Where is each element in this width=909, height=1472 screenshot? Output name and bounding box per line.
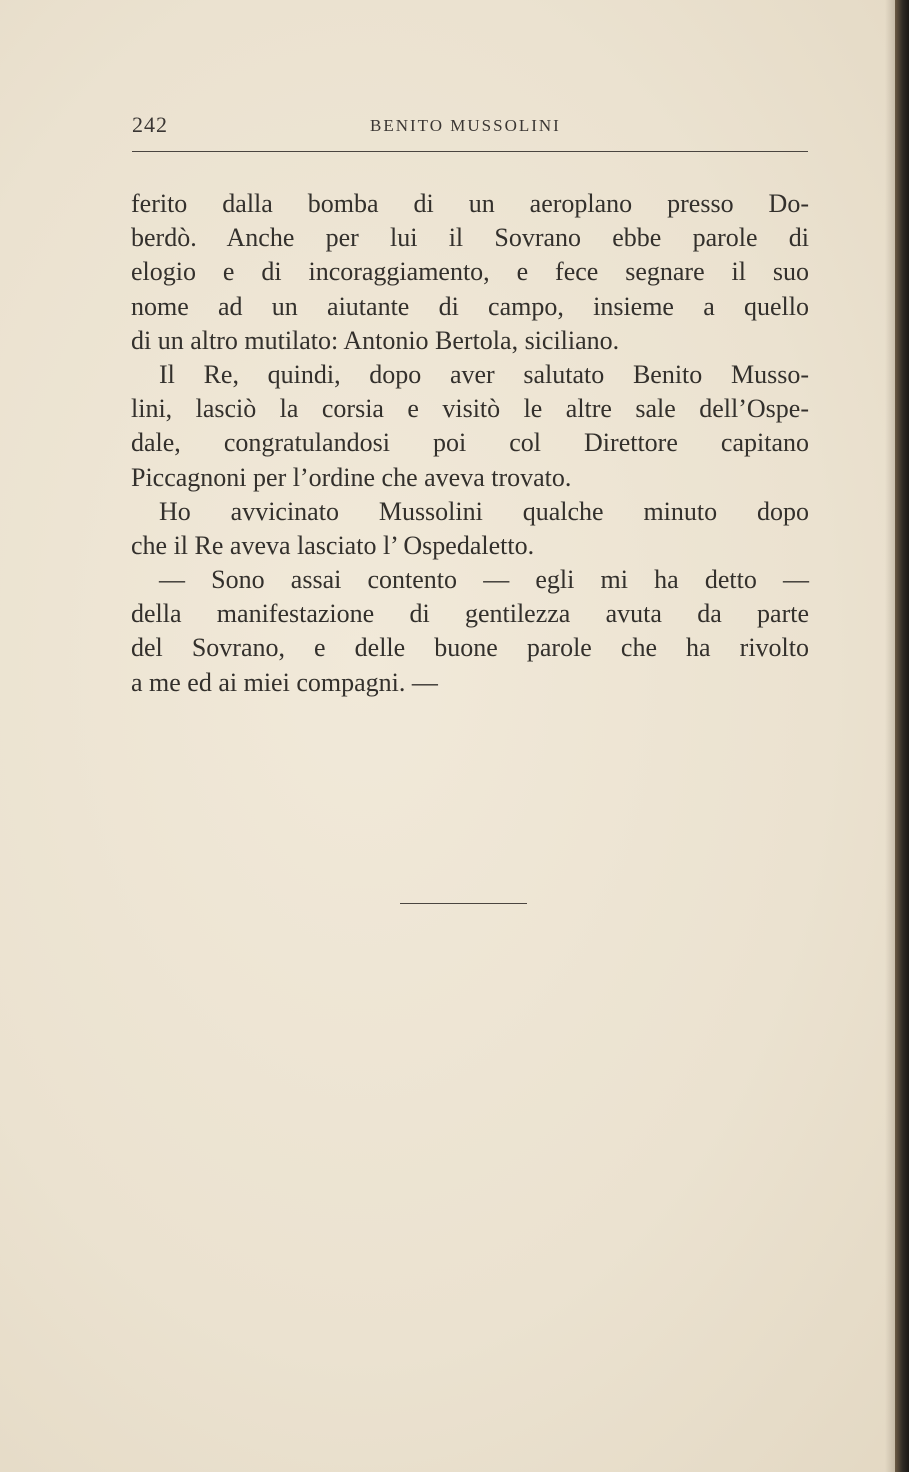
text-line: della manifestazione di gentilezza avuta da parte [131, 599, 809, 629]
page-number: 242 [132, 112, 168, 137]
text-line: Piccagnoni per l’ordine che aveva trovato. [131, 462, 572, 492]
body-text [131, 187, 809, 700]
section-end-rule [400, 903, 527, 904]
text-line: lini, lasciò la corsia e visitò le altre sale dell’Ospe- [131, 394, 809, 424]
text-line: che il Re aveva lasciato l’ Ospedaletto. [131, 530, 535, 560]
text-line: elogio e di incoraggiamento, e fece segnare il suo [131, 257, 809, 287]
text-line: — Sono assai contento — egli mi ha detto — [159, 565, 809, 595]
text-line: di un altro mutilato: Antonio Bertola, siciliano. [131, 325, 620, 355]
running-head [132, 108, 808, 148]
text-line: del Sovrano, e delle buone parole che ha rivolto [131, 633, 809, 663]
running-title: BENITO MUSSOLINI [370, 116, 561, 135]
text-line: Il Re, quindi, dopo aver salutato Benito Musso- [159, 359, 809, 389]
header-rule [132, 151, 808, 152]
book-binding-edge [895, 0, 909, 1472]
text-line: ferito dalla bomba di un aeroplano presso Do- [131, 189, 809, 218]
text-line: berdò. Anche per lui il Sovrano ebbe parole di [131, 223, 809, 253]
text-line: nome ad un aiutante di campo, insieme a quello [131, 291, 809, 321]
text-line: a me ed ai miei compagni. — [131, 667, 438, 697]
page-edge-shadow [885, 0, 895, 1472]
text-line: dale, congratulandosi poi col Direttore capitano [131, 428, 809, 458]
text-line: Ho avvicinato Mussolini qualche minuto dopo [159, 496, 809, 526]
